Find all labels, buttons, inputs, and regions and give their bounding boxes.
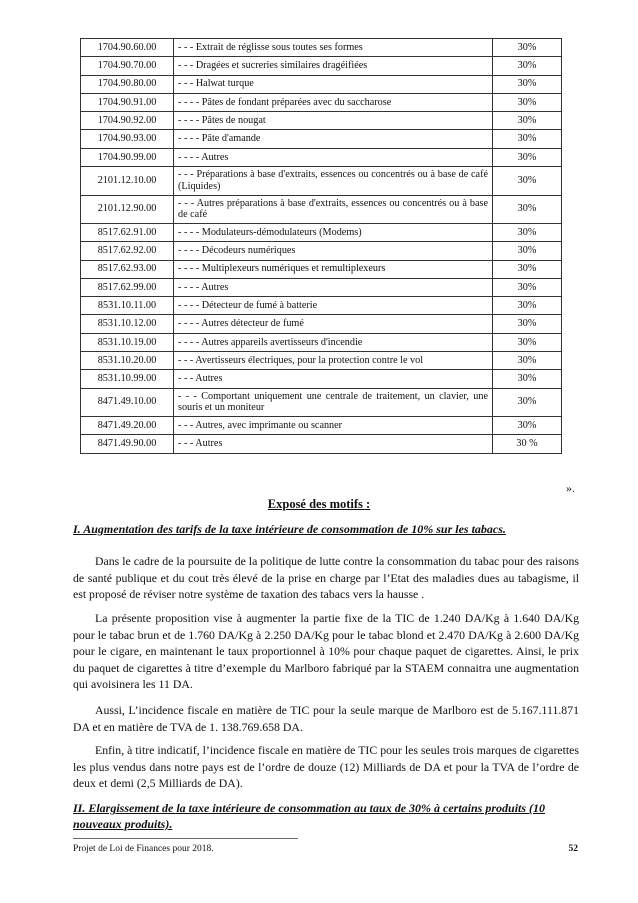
code-cell: 1704.90.92.00 bbox=[81, 112, 174, 130]
description-cell: - - - - Autres appareils avertisseurs d'incendie bbox=[174, 333, 493, 351]
table-row bbox=[81, 39, 562, 57]
rate-cell: 30% bbox=[493, 75, 562, 93]
code-cell: 1704.90.70.00 bbox=[81, 57, 174, 75]
description-cell: - - - Comportant uniquement une centrale de traitement, un clavier, une souris et un moniteur bbox=[174, 388, 493, 416]
rate-cell: 30% bbox=[493, 223, 562, 241]
rate-cell: 30% bbox=[493, 333, 562, 351]
description-cell: - - - - Autres bbox=[174, 278, 493, 296]
rate-cell: 30 % bbox=[493, 435, 562, 453]
rate-cell: 30% bbox=[493, 242, 562, 260]
code-cell: 8471.49.90.00 bbox=[81, 435, 174, 453]
rate-cell: 30% bbox=[493, 148, 562, 166]
description-cell: - - - Extrait de réglisse sous toutes ses formes bbox=[174, 39, 493, 57]
description-cell: - - - - Autres détecteur de fumé bbox=[174, 315, 493, 333]
table-row bbox=[81, 130, 562, 148]
section-title: Exposé des motifs : bbox=[267, 497, 371, 511]
table-row bbox=[81, 57, 562, 75]
description-cell: - - - - Pâtes de nougat bbox=[174, 112, 493, 130]
code-cell: 8531.10.19.00 bbox=[81, 333, 174, 351]
table-row bbox=[81, 112, 562, 130]
description-cell: - - - Préparations à base d'extraits, essences ou concentrés ou à base de café (Liquides) bbox=[174, 167, 493, 195]
closing-quote: ». bbox=[566, 481, 575, 495]
description-cell: - - - Autres bbox=[174, 435, 493, 453]
description-cell: - - - Dragées et sucreries similaires dragéifiées bbox=[174, 57, 493, 75]
code-cell: 8471.49.20.00 bbox=[81, 417, 174, 435]
footer-title: Projet de Loi de Finances pour 2018. bbox=[73, 844, 214, 854]
heading-tabacs: I. Augmentation des tarifs de la taxe intérieure de consommation de 10% sur les tabacs. bbox=[73, 522, 506, 536]
table-row bbox=[81, 352, 562, 370]
table-row bbox=[81, 388, 562, 416]
rate-cell: 30% bbox=[493, 130, 562, 148]
rate-cell: 30% bbox=[493, 167, 562, 195]
table-row bbox=[81, 195, 562, 223]
table-row bbox=[81, 315, 562, 333]
rate-cell: 30% bbox=[493, 39, 562, 57]
description-cell: - - - Autres bbox=[174, 370, 493, 388]
description-cell: - - - - Pâte d'amande bbox=[174, 130, 493, 148]
tariff-table-body bbox=[81, 39, 562, 454]
description-cell: - - - Avertisseurs électriques, pour la protection contre le vol bbox=[174, 352, 493, 370]
heading-elargissement: II. Elargissement de la taxe intérieure de consommation au taux de 30% à certains produits (10 nouveaux produits). bbox=[73, 801, 546, 831]
code-cell: 1704.90.99.00 bbox=[81, 148, 174, 166]
paragraph-2: La présente proposition vise à augmenter la partie fixe de la TIC de 1.240 DA/Kg à 1.640 DA/Kg pour le tabac brun et de 1.760 DA/Kg à 2.250 DA/Kg pour le tabac blond et 2.470 DA/Kg à 2.600 DA/Kg pour le cigare, en maintenant le taux proportionnel à 10% pour chaque paquet de cigarettes. Ainsi, le prix du paquet de cigarettes à titre d’exemple du Marlboro fabriqué par la STAEM connaitra une augmentation qui avoisinera les 11 DA. bbox=[73, 611, 579, 691]
tariff-table bbox=[80, 38, 562, 454]
page-number: 52 bbox=[568, 844, 578, 854]
description-cell: - - - Halwat turque bbox=[174, 75, 493, 93]
description-cell: - - - - Pâtes de fondant préparées avec du saccharose bbox=[174, 93, 493, 111]
table-row bbox=[81, 75, 562, 93]
table-row bbox=[81, 435, 562, 453]
table-row bbox=[81, 370, 562, 388]
rate-cell: 30% bbox=[493, 297, 562, 315]
table-row bbox=[81, 242, 562, 260]
rate-cell: 30% bbox=[493, 352, 562, 370]
code-cell: 2101.12.90.00 bbox=[81, 195, 174, 223]
code-cell: 2101.12.10.00 bbox=[81, 167, 174, 195]
rate-cell: 30% bbox=[493, 195, 562, 223]
rate-cell: 30% bbox=[493, 93, 562, 111]
table-row bbox=[81, 93, 562, 111]
table-row bbox=[81, 333, 562, 351]
code-cell: 8531.10.99.00 bbox=[81, 370, 174, 388]
table-row bbox=[81, 167, 562, 195]
code-cell: 1704.90.60.00 bbox=[81, 39, 174, 57]
code-cell: 8471.49.10.00 bbox=[81, 388, 174, 416]
footer-divider bbox=[73, 838, 298, 839]
code-cell: 8517.62.93.00 bbox=[81, 260, 174, 278]
table-row bbox=[81, 278, 562, 296]
table-row bbox=[81, 417, 562, 435]
description-cell: - - - - Autres bbox=[174, 148, 493, 166]
code-cell: 1704.90.80.00 bbox=[81, 75, 174, 93]
table-row bbox=[81, 260, 562, 278]
code-cell: 8517.62.92.00 bbox=[81, 242, 174, 260]
rate-cell: 30% bbox=[493, 278, 562, 296]
paragraph-3: Aussi, L’incidence fiscale en matière de TIC pour la seule marque de Marlboro est de 5.167.111.871 DA et en matière de TVA de 1. 138.769.658 DA. bbox=[73, 703, 579, 734]
rate-cell: 30% bbox=[493, 315, 562, 333]
rate-cell: 30% bbox=[493, 57, 562, 75]
rate-cell: 30% bbox=[493, 388, 562, 416]
code-cell: 8531.10.12.00 bbox=[81, 315, 174, 333]
description-cell: - - - - Détecteur de fumé à batterie bbox=[174, 297, 493, 315]
table-row bbox=[81, 148, 562, 166]
rate-cell: 30% bbox=[493, 417, 562, 435]
rate-cell: 30% bbox=[493, 112, 562, 130]
code-cell: 8517.62.91.00 bbox=[81, 223, 174, 241]
paragraph-4: Enfin, à titre indicatif, l’incidence fiscale en matière de TIC pour les seules trois marques de cigarettes les plus vendus dans notre pays est de l’ordre de douze (12) Milliards de DA et pour la TVA de l’ordre de deux et demi (2,5 Milliards de DA). bbox=[73, 743, 579, 790]
code-cell: 8517.62.99.00 bbox=[81, 278, 174, 296]
description-cell: - - - Autres, avec imprimante ou scanner bbox=[174, 417, 493, 435]
description-cell: - - - Autres préparations à base d'extraits, essences ou concentrés ou à base de café bbox=[174, 195, 493, 223]
rate-cell: 30% bbox=[493, 370, 562, 388]
description-cell: - - - - Décodeurs numériques bbox=[174, 242, 493, 260]
table-row bbox=[81, 223, 562, 241]
code-cell: 1704.90.91.00 bbox=[81, 93, 174, 111]
code-cell: 1704.90.93.00 bbox=[81, 130, 174, 148]
code-cell: 8531.10.11.00 bbox=[81, 297, 174, 315]
table-row bbox=[81, 297, 562, 315]
description-cell: - - - - Multiplexeurs numériques et remultiplexeurs bbox=[174, 260, 493, 278]
code-cell: 8531.10.20.00 bbox=[81, 352, 174, 370]
description-cell: - - - - Modulateurs-démodulateurs (Modems) bbox=[174, 223, 493, 241]
paragraph-1: Dans le cadre de la poursuite de la politique de lutte contre la consommation du tabac pour des raisons de santé publique et du cout très élevé de la prise en charge par l’Etat des maladies dues au tabagisme, il est proposé de réviser notre système de taxation des tabacs vers la hausse . bbox=[73, 554, 579, 601]
rate-cell: 30% bbox=[493, 260, 562, 278]
